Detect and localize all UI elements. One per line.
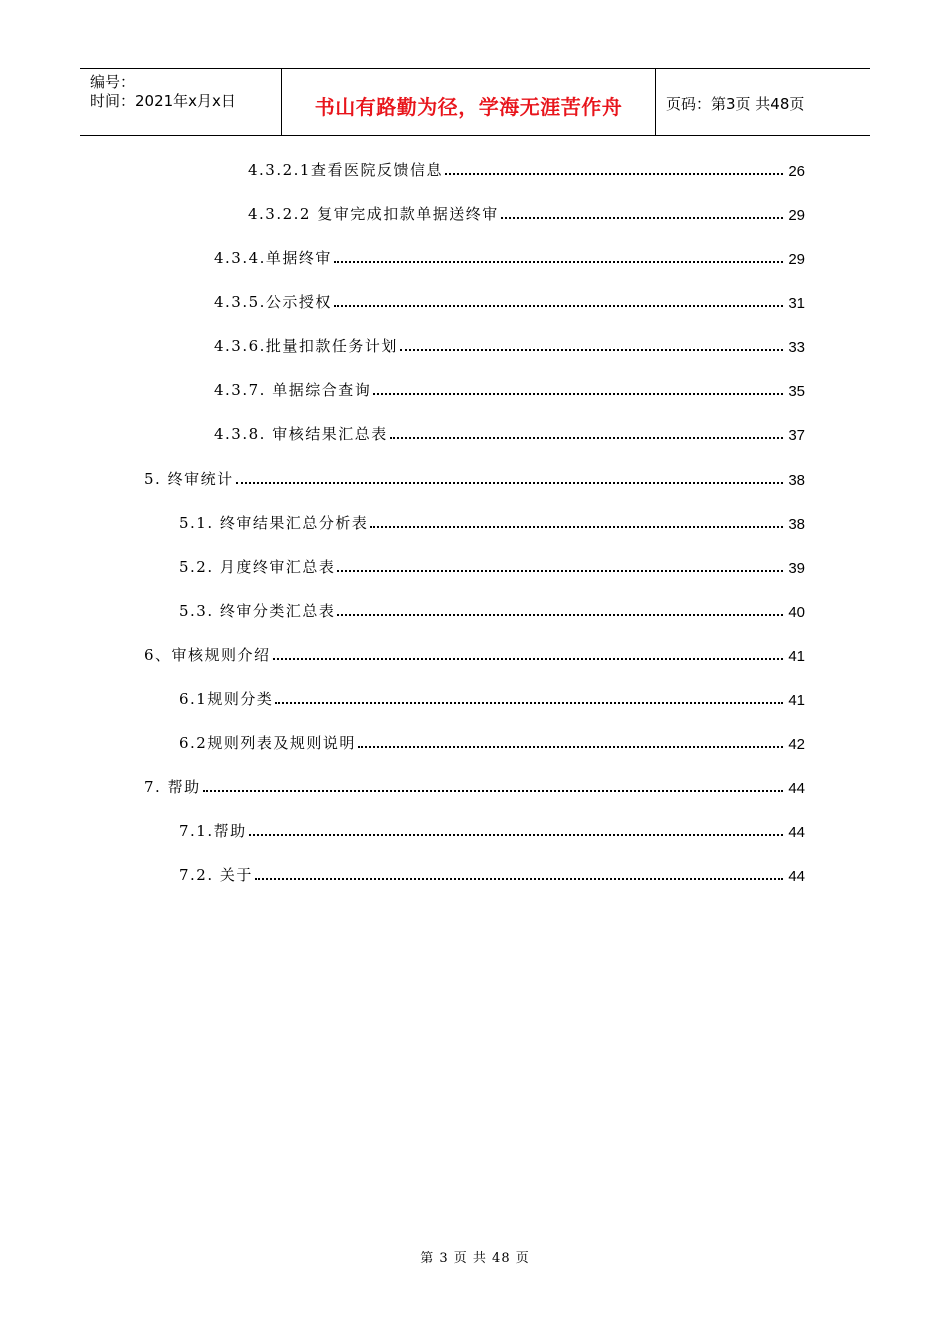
toc-entry-title: 5.1. 终审结果汇总分析表 (179, 514, 369, 532)
toc-entry[interactable] (179, 733, 805, 753)
toc-entry-page: 38 (788, 472, 805, 489)
toc-entry-page: 42 (788, 736, 805, 753)
toc-entry[interactable] (214, 248, 805, 268)
toc-entry[interactable] (179, 557, 805, 577)
toc-entry[interactable] (214, 380, 805, 400)
header-motto-cell (282, 69, 656, 135)
toc-dot-leader (255, 878, 783, 880)
toc-entry-title: 6、审核规则介绍 (144, 646, 271, 664)
toc-dot-leader (501, 217, 783, 219)
toc-dot-leader (337, 614, 783, 616)
toc-entry[interactable] (144, 645, 805, 665)
toc-entry[interactable] (179, 821, 805, 841)
toc-entry[interactable] (179, 689, 805, 709)
toc-dot-leader (334, 261, 783, 263)
toc-entry[interactable] (214, 424, 805, 444)
toc-entry[interactable] (179, 601, 805, 621)
toc-entry-title: 7.2. 关于 (179, 866, 253, 884)
toc-entry-title: 7.1.帮助 (179, 822, 247, 840)
toc-entry-page: 33 (788, 339, 805, 356)
toc-entry-title: 4.3.2.2 复审完成扣款单据送终审 (248, 205, 499, 223)
toc-entry[interactable] (179, 513, 805, 533)
toc-entry-title: 4.3.7. 单据综合查询 (214, 381, 372, 399)
toc-dot-leader (203, 790, 783, 792)
toc-entry-title: 5.2. 月度终审汇总表 (179, 558, 336, 576)
toc-entry-page: 40 (788, 604, 805, 621)
toc-entry-title: 7. 帮助 (144, 778, 201, 796)
toc-entry-title: 5.3. 终审分类汇总表 (179, 602, 336, 620)
toc-dot-leader (337, 570, 783, 572)
header-page-info: 页码：第3页 共48页 (666, 95, 805, 113)
toc-entry-title: 4.3.5.公示授权 (214, 293, 332, 311)
toc-dot-leader (334, 305, 783, 307)
toc-entry-title: 4.3.4.单据终审 (214, 249, 332, 267)
toc-entry[interactable] (144, 777, 805, 797)
toc-entry-page: 29 (788, 251, 805, 268)
toc-entry-title: 4.3.2.1查看医院反馈信息 (248, 161, 443, 179)
toc-entry-page: 35 (788, 383, 805, 400)
header-motto: 书山有路勤为径，学海无涯苦作舟 (314, 95, 623, 119)
toc-dot-leader (400, 349, 783, 351)
toc-entry-page: 44 (788, 824, 805, 841)
page-header (80, 68, 870, 136)
toc-dot-leader (236, 482, 783, 484)
toc-entry[interactable] (214, 336, 805, 356)
toc-entry-page: 41 (788, 648, 805, 665)
toc-dot-leader (370, 526, 783, 528)
toc-entry-page: 37 (788, 427, 805, 444)
toc-entry[interactable] (144, 469, 805, 489)
document-number-label: 编号： (90, 73, 136, 91)
toc-entry-page: 29 (788, 207, 805, 224)
toc-entry-title: 6.1规则分类 (179, 690, 274, 708)
toc-entry-title: 4.3.6.批量扣款任务计划 (214, 337, 398, 355)
toc-entry-title: 5. 终审统计 (144, 470, 234, 488)
header-page-cell (656, 69, 870, 135)
toc-entry-page: 31 (788, 295, 805, 312)
page-footer: 第 3 页 共 48 页 (420, 1251, 530, 1266)
toc-dot-leader (445, 173, 783, 175)
toc-dot-leader (358, 746, 783, 748)
toc-entry[interactable] (248, 204, 805, 224)
toc-entry[interactable] (214, 292, 805, 312)
toc-entry-page: 44 (788, 868, 805, 885)
toc-dot-leader (273, 658, 783, 660)
document-time-label: 时间：2021年x月x日 (90, 92, 236, 110)
toc-entry-title: 6.2规则列表及规则说明 (179, 734, 356, 752)
toc-dot-leader (390, 437, 783, 439)
toc-entry-page: 39 (788, 560, 805, 577)
toc-dot-leader (373, 393, 783, 395)
toc-entry-title: 4.3.8. 审核结果汇总表 (214, 425, 388, 443)
toc-dot-leader (275, 702, 783, 704)
header-meta-cell (80, 69, 282, 135)
toc-entry-page: 41 (788, 692, 805, 709)
toc-entry-page: 26 (788, 163, 805, 180)
toc-entry[interactable] (248, 160, 805, 180)
toc-entry[interactable] (179, 865, 805, 885)
toc-dot-leader (249, 834, 783, 836)
toc-entry-page: 38 (788, 516, 805, 533)
toc-entry-page: 44 (788, 780, 805, 797)
